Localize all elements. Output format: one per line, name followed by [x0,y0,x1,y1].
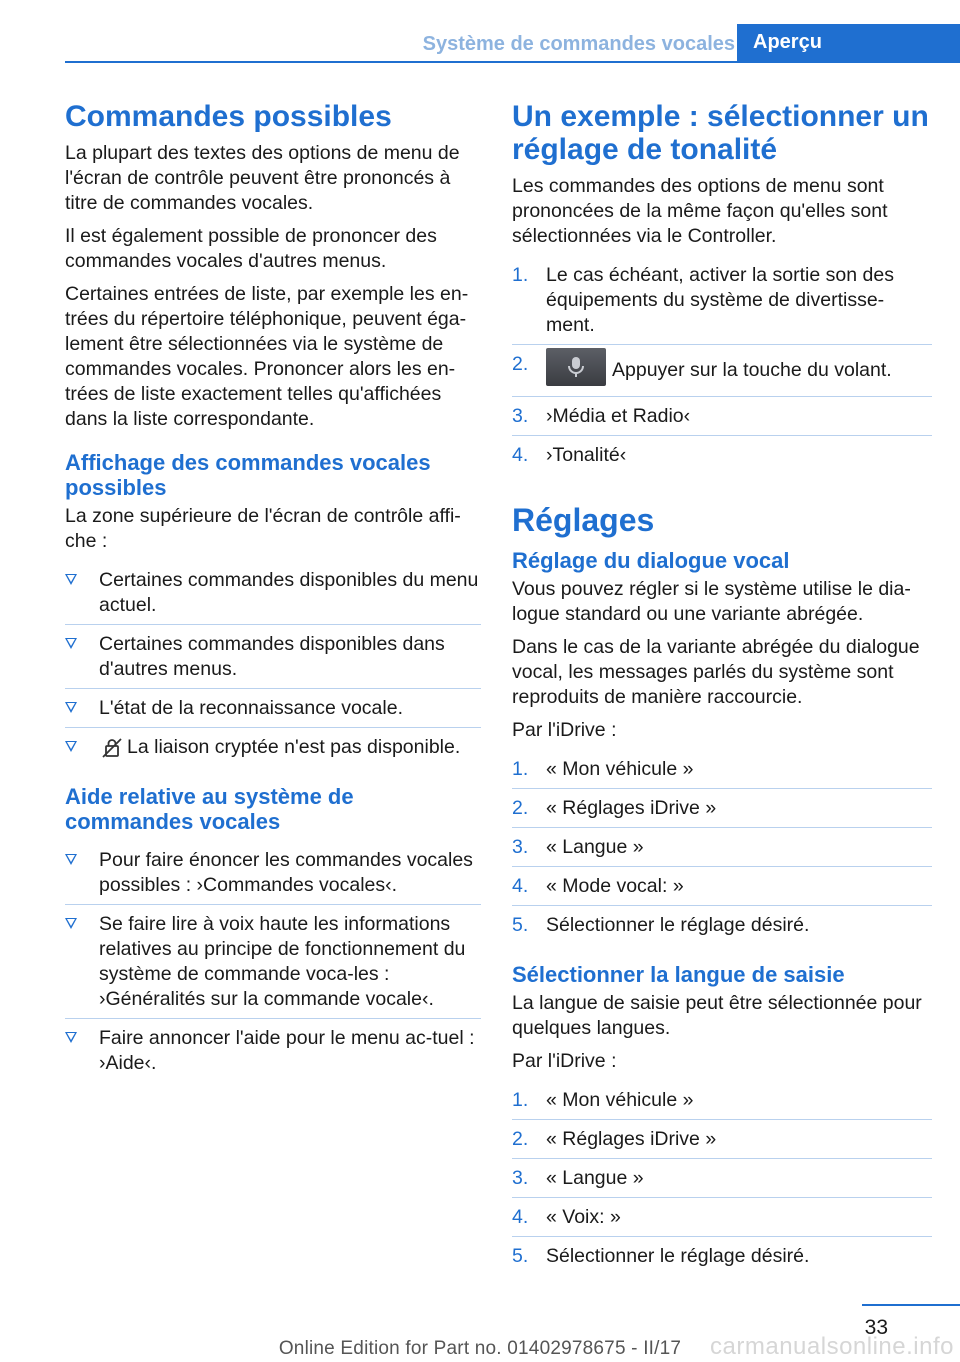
right-column [512,100,932,1282]
list-item: Faire annoncer l'aide pour le menu ac-tuel : ›Aide‹. [65,1026,481,1082]
header-section-title: Système de commandes vocales [422,33,735,55]
list-item: 4. « Voix: » [512,1205,932,1237]
paragraph: La langue de saisie peut être sélectionnée pour quelques langues. [512,992,922,1039]
triangle-bullet-icon [65,918,77,929]
subheading-aide: Aide relative au système de commandes vocales [65,784,354,834]
list-item: L'état de la reconnaissance vocale. [65,696,481,728]
list-item: 3. « Langue » [512,835,932,867]
paragraph: Vous pouvez régler si le système utilise le dia-logue standard ou une variante abrégée. [512,578,911,625]
list-item: 3. ›Média et Radio‹ [512,404,932,436]
list-item: Pour faire énoncer les commandes vocales possibles : ›Commandes vocales‹. [65,848,481,905]
heading-commandes-possibles: Commandes possibles [65,100,392,133]
list-item: 1. « Mon véhicule » [512,1088,932,1120]
microphone-button-icon [546,348,606,386]
edition-note: Online Edition for Part no. 01402978675 - II/17 [278,1338,682,1359]
list-item: La liaison cryptée n'est pas disponible. [65,735,481,766]
footer-rule [862,1304,960,1306]
triangle-bullet-icon [65,574,77,585]
paragraph: Les commandes des options de menu sont prononcées de la même façon qu'elles sont sélectionnées via le Controller. [512,175,888,247]
subheading-affichage: Affichage des commandes vocales possibles [65,450,431,500]
subheading-dialogue-vocal: Réglage du dialogue vocal [512,548,790,573]
paragraph: Dans le cas de la variante abrégée du dialogue vocal, les messages parlés du système sont reproduits de manière raccourcie. [512,636,920,708]
numbered-list [512,1088,932,1275]
list-item: 5. Sélectionner le réglage désiré. [512,914,810,936]
list-item: Se faire lire à voix haute les informations relatives au principe de fonctionnement du système de commande voca-les : ›Généralités sur la commande vocale‹. [65,912,481,1019]
triangle-bullet-icon [65,741,77,752]
list-item: 2. Appuyer sur la touche du volant. [512,352,932,397]
list-item: 4. « Mode vocal: » [512,874,932,906]
watermark: carmanualsonline.info [710,1333,954,1360]
bullet-list [65,568,481,766]
paragraph: La zone supérieure de l'écran de contrôle affi-che : [65,505,461,552]
left-column [65,100,481,1089]
list-item: 3. « Langue » [512,1166,932,1198]
list-item: 2. « Réglages iDrive » [512,796,932,828]
triangle-bullet-icon [65,702,77,713]
subheading-langue-saisie: Sélectionner la langue de saisie [512,962,845,987]
paragraph: Par l'iDrive : [512,719,617,741]
numbered-list [512,263,932,474]
paragraph: Par l'iDrive : [512,1050,617,1072]
paragraph: Il est également possible de prononcer des commandes vocales d'autres menus. [65,225,437,272]
triangle-bullet-icon [65,854,77,865]
bullet-list [65,848,481,1082]
list-item: 1. Le cas échéant, activer la sortie son des équipements du système de divertisse-ment. [512,263,932,345]
encryption-unavailable-icon [101,737,123,759]
page-number: 33 [864,1316,888,1339]
list-item: 5. Sélectionner le réglage désiré. [512,1245,810,1267]
list-item: 1. « Mon véhicule » [512,757,932,789]
triangle-bullet-icon [65,638,77,649]
header-rule [65,61,960,63]
list-item: 2. « Réglages iDrive » [512,1127,932,1159]
heading-exemple: Un exemple : sélectionner un réglage de tonalité [512,100,929,166]
list-item: Certaines commandes disponibles du menu actuel. [65,568,481,625]
list-item: 4. ›Tonalité‹ [512,444,627,466]
header-tab: Aperçu [737,24,960,61]
list-item: Certaines commandes disponibles dans d'autres menus. [65,632,481,689]
numbered-list [512,757,932,944]
paragraph: La plupart des textes des options de menu de l'écran de contrôle peuvent être prononcés à titre de commandes vocales. [65,142,460,214]
heading-reglages: Réglages [512,502,655,538]
triangle-bullet-icon [65,1032,77,1043]
paragraph: Certaines entrées de liste, par exemple les en-trées du répertoire téléphonique, peuvent éga-lement être sélectionnées via le système de commandes vocales. Prononcer alors les en-trées de liste exactement telles qu'affichées dans la liste correspondante. [65,283,469,430]
